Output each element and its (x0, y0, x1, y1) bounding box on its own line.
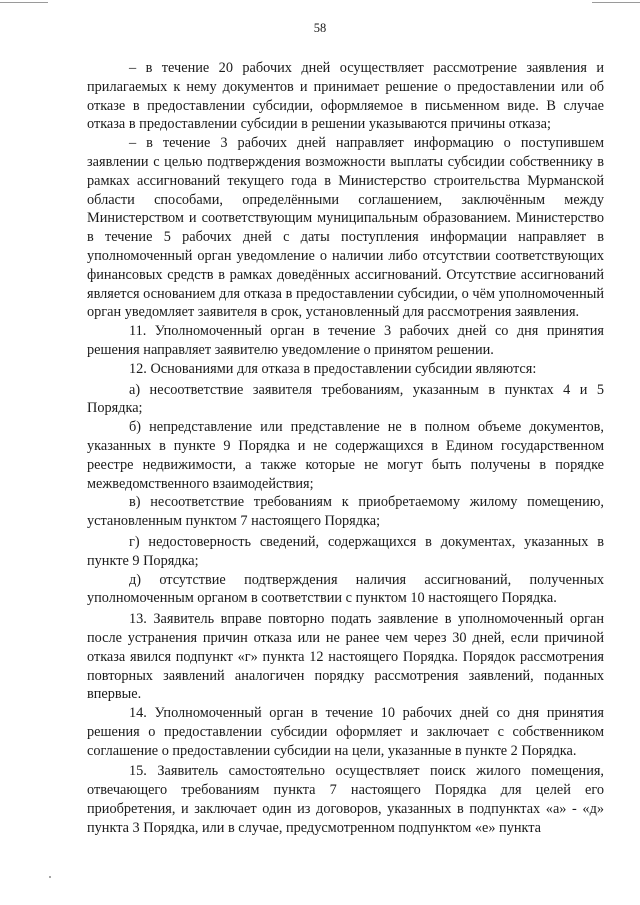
paragraph-12-d: д) отсутствие подтверждения наличия ассигнований, полученных уполномоченным органом в соответствии с пунктом 10 настоящего Порядка. (87, 571, 604, 607)
paragraph-14: 14. Уполномоченный орган в течение 10 рабочих дней со дня принятия решения о предоставлении субсидии оформляет и заключает с собственником соглашение о предоставлении субсидии на цели, указанные в пункте 2 Порядка. (87, 705, 604, 759)
paragraph-12-b: б) непредставление или представление не в полном объеме документов, указанных в пункте 9 Порядка и не содержащихся в Едином государственном реестре недвижимости, а также которые не могут быть получены в порядке межведомственного взаимодействия; (87, 419, 604, 492)
scan-edge-line-left (0, 2, 48, 3)
paragraph-item-review: – в течение 20 рабочих дней осуществляет рассмотрение заявления и прилагаемых к нему документов и принимает решение о предоставлении или об отказе в предоставлении субсидии, оформляемое в письменном виде. В случае отказа в предоставлении субсидии в решении указываются причины отказа; (87, 60, 604, 133)
paragraph-12-a: а) несоответствие заявителя требованиям, указанным в пунктах 4 и 5 Порядка; (87, 381, 604, 417)
page-number: 58 (313, 21, 327, 35)
paragraph-item-ministry-request: – в течение 3 рабочих дней направляет информацию о поступившем заявлении с целью подтверждения возможности выплаты субсидии собственнику в рамках ассигнований текущего года в Министерство строительства Мурманской области способами, определёнными соглашением, заключённым между Министерством и соответствующим муниципальным образованием. Министерство в течение 5 рабочих дней с даты поступления информации направляет в уполномоченный орган уведомление о наличии либо отсутствии соответствующих финансовых средств в рамках доведённых ассигнований. Отсутствие ассигнований является основанием для отказа в предоставлении субсидии, о чём уполномоченный орган уведомляет заявителя в срок, установленный для рассмотрения заявления. (87, 135, 604, 321)
paragraph-15: 15. Заявитель самостоятельно осуществляет поиск жилого помещения, отвечающего требованиям пункта 7 настоящего Порядка для целей его приобретения, и заключает один из договоров, указанных в подпунктах «а» - «д» пункта 3 Порядка, или в случае, предусмотренном подпунктом «е» пункта (87, 763, 604, 836)
paragraph-12-v: в) несоответствие требованиям к приобретаемому жилому помещению, установленным пунктом 7 настоящего Порядка; (87, 494, 604, 530)
scan-speck (49, 876, 51, 878)
document-body (87, 59, 604, 838)
scan-edge-line-right (592, 2, 640, 3)
paragraph-12: 12. Основаниями для отказа в предоставлении субсидии являются: (129, 360, 537, 377)
paragraph-13: 13. Заявитель вправе повторно подать заявление в уполномоченный орган после устранения причин отказа или не ранее чем через 30 дней, если причиной отказа явился подпункт «г» пункта 12 настоящего Порядка. Порядок рассмотрения повторных заявлений аналогичен порядку рассмотрения заявлений, поданных впервые. (87, 611, 604, 703)
paragraph-12-g: г) недостоверность сведений, содержащихся в документах, указанных в пункте 9 Порядка; (87, 533, 604, 569)
paragraph-11: 11. Уполномоченный орган в течение 3 рабочих дней со дня принятия решения направляет заявителю уведомление о принятом решении. (87, 323, 604, 358)
